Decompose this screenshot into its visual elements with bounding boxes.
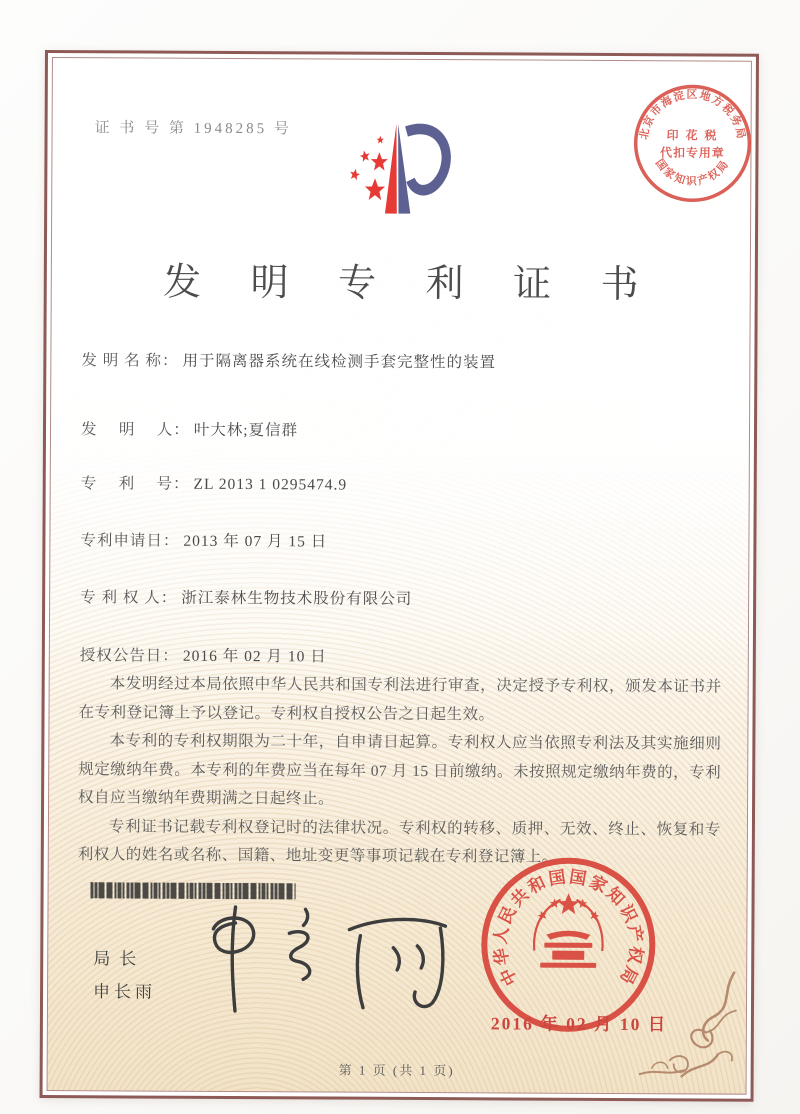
field-label: 发 明 人： <box>80 421 190 439</box>
tax-stamp-arc-top: 北京市海淀区地方税务局 <box>637 88 748 142</box>
director-role-label: 局长 <box>93 949 146 969</box>
body-paragraph: 专利证书记载专利权登记时的法律状况。专利权的转移、质押、无效、终止、恢复和专利权人的姓名或名称、国籍、地址变更等事项记载在专利登记簿上。 <box>77 817 721 866</box>
tax-stamp-arc-bottom: 国家知识产权局 <box>652 157 733 188</box>
corner-flourish-icon <box>622 964 743 1090</box>
field-inventor <box>81 417 298 440</box>
field-grant-date <box>80 643 327 666</box>
certificate-title: 发 明 专 利 证 书 <box>162 261 659 307</box>
svg-text:国家知识产权局 <box>653 156 732 188</box>
national-emblem-icon <box>536 893 601 968</box>
field-value: 2013 年 07 月 15 日 <box>183 532 328 551</box>
field-label: 授权公告日： <box>79 647 179 665</box>
barcode <box>91 882 296 899</box>
tax-stamp-seal <box>630 81 755 211</box>
field-label: 专 利 号： <box>80 475 190 493</box>
official-seal-arc-text: 中华人民共和国国家知识产权局 <box>490 867 646 990</box>
field-label: 发 明 名 称： <box>81 352 179 370</box>
cnipa-logo-icon <box>335 120 488 242</box>
field-value: 浙江泰林生物技术股份有限公司 <box>181 589 413 608</box>
field-patent-number <box>81 471 348 494</box>
field-value: 叶大林;夏信群 <box>193 421 299 440</box>
field-value: 用于隔离器系统在线检测手套完整性的装置 <box>182 352 497 372</box>
legal-text <box>78 670 722 873</box>
field-value: ZL 2013 1 0295474.9 <box>193 475 348 494</box>
tax-stamp-center-line2: 代扣专用章 <box>660 145 725 160</box>
field-invention-name <box>81 348 496 372</box>
body-paragraph: 本专利的专利权期限为二十年，自申请日起算。专利权人应当依照专利法及其实施细则规定缴纳年费。本专利的年费应当在每年 07 月 15 日前缴纳。未按照规定缴纳年费的，专利权自应当缴纳年费期满之日起终止。 <box>78 732 722 808</box>
field-value: 2016 年 02 月 10 日 <box>182 647 327 666</box>
field-filing-date <box>80 528 327 551</box>
certificate-frame <box>40 50 759 1102</box>
director-name-label: 申长雨 <box>93 982 157 1002</box>
tax-stamp-center-line1: 印 花 税 <box>666 128 719 143</box>
certificate-body <box>47 57 752 1095</box>
page-footer: 第 1 页 (共 1 页) <box>338 1062 455 1079</box>
body-paragraph: 本发明经过本局依照中华人民共和国专利法进行审查，决定授予专利权，颁发本证书并在专利登记簿上予以登记。专利权自授权公告之日起生效。 <box>78 675 722 723</box>
certificate-number: 证 书 号 第 1948285 号 <box>94 120 292 138</box>
field-label: 专利申请日： <box>80 532 180 550</box>
seal-date: 2016 年 02 月 10 日 <box>490 1013 668 1035</box>
field-patentee <box>80 585 412 609</box>
field-label: 专 利 权 人： <box>80 589 178 607</box>
signature-handwriting <box>196 899 469 1020</box>
